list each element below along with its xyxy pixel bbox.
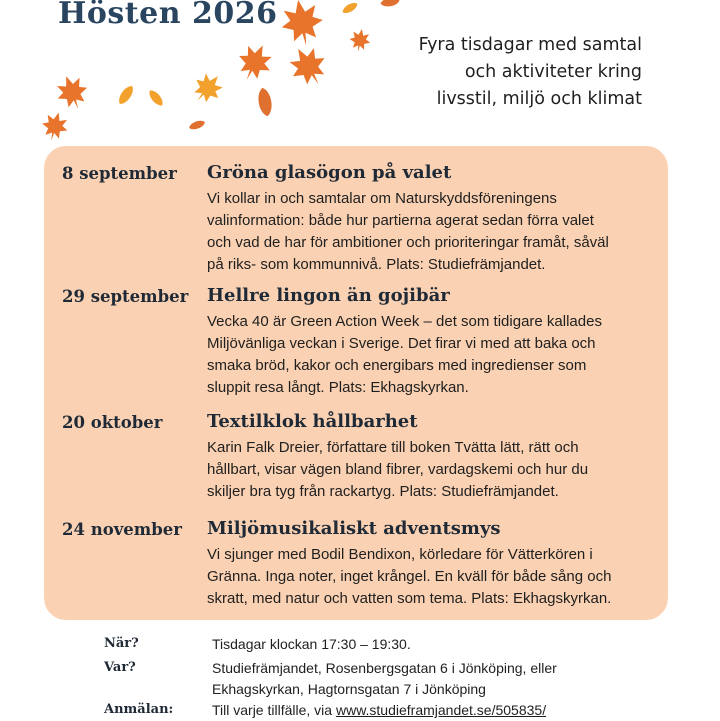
event-description — [207, 311, 652, 399]
event-title: Textilklok hållbarhet — [207, 411, 418, 432]
description-line: Karin Falk Dreier, författare till boken Tvätta lätt, rätt och — [207, 439, 579, 456]
where-line: Ekhagskyrkan, Hagtornsgatan 7 i Jönköping — [212, 681, 486, 697]
signup-text: Till varje tillfälle, via — [212, 702, 333, 718]
description-line: Gränna. Inga noter, inget krångel. En kväll för både sång och — [207, 568, 612, 585]
description-line: hållbart, visar vägen bland fibrer, vardagskemi och hur du — [207, 461, 589, 478]
where-value — [212, 658, 557, 700]
description-line: valinformation: både hur partierna agerat sedan förra valet — [207, 212, 594, 229]
event-date: 29 september — [62, 287, 189, 306]
signup-link[interactable]: www.studieframjandet.se/505835/ — [335, 702, 547, 718]
description-line: skiljer bra tyg från rackartyg. Plats: Studiefrämjandet. — [207, 483, 559, 500]
tagline-line: Fyra tisdagar med samtal — [418, 35, 642, 55]
where-line: Studiefrämjandet, Rosenbergsgatan 6 i Jönköping, eller — [212, 660, 557, 676]
event-date: 24 november — [62, 520, 182, 539]
where-label: Var? — [104, 660, 136, 675]
description-line: smaka bröd, kakor och energibars med ingredienser som — [207, 357, 587, 374]
event-description — [207, 437, 652, 503]
description-line: sluppit resa långt. Plats: Ekhagskyrkan. — [207, 379, 469, 396]
when-value: Tisdagar klockan 17:30 – 19:30. — [212, 636, 411, 652]
signup-value — [212, 700, 546, 721]
description-line: och vad de har för ambitioner och prioriteringar framåt, såväl — [207, 234, 609, 251]
tagline — [342, 32, 642, 113]
event-title: Miljömusikaliskt adventsmys — [207, 518, 501, 539]
tagline-line: livsstil, miljö och klimat — [436, 89, 642, 109]
description-line: Vi sjunger med Bodil Bendixon, körledare för Vätterkören i — [207, 546, 593, 563]
signup-label: Anmälan: — [104, 702, 174, 717]
page-title: Hösten 2026 — [58, 0, 278, 31]
description-line: på riks- som kommunnivå. Plats: Studiefrämjandet. — [207, 256, 546, 273]
event-description — [207, 544, 652, 610]
events-panel — [44, 146, 668, 620]
when-label: När? — [104, 636, 139, 651]
description-line: skratt, med natur och vatten som tema. Plats: Ekhagskyrkan. — [207, 590, 612, 607]
event-date: 8 september — [62, 164, 177, 183]
description-line: Vecka 40 är Green Action Week – det som tidigare kallades — [207, 313, 602, 330]
event-title: Gröna glasögon på valet — [207, 162, 452, 183]
description-line: Miljövänliga veckan i Sverige. Det firar vi med att baka och — [207, 335, 596, 352]
event-date: 20 oktober — [62, 413, 163, 432]
event-title: Hellre lingon än gojibär — [207, 285, 450, 306]
event-description — [207, 188, 652, 276]
description-line: Vi kollar in och samtalar om Naturskyddsföreningens — [207, 190, 557, 207]
tagline-line: och aktiviteter kring — [464, 62, 642, 82]
